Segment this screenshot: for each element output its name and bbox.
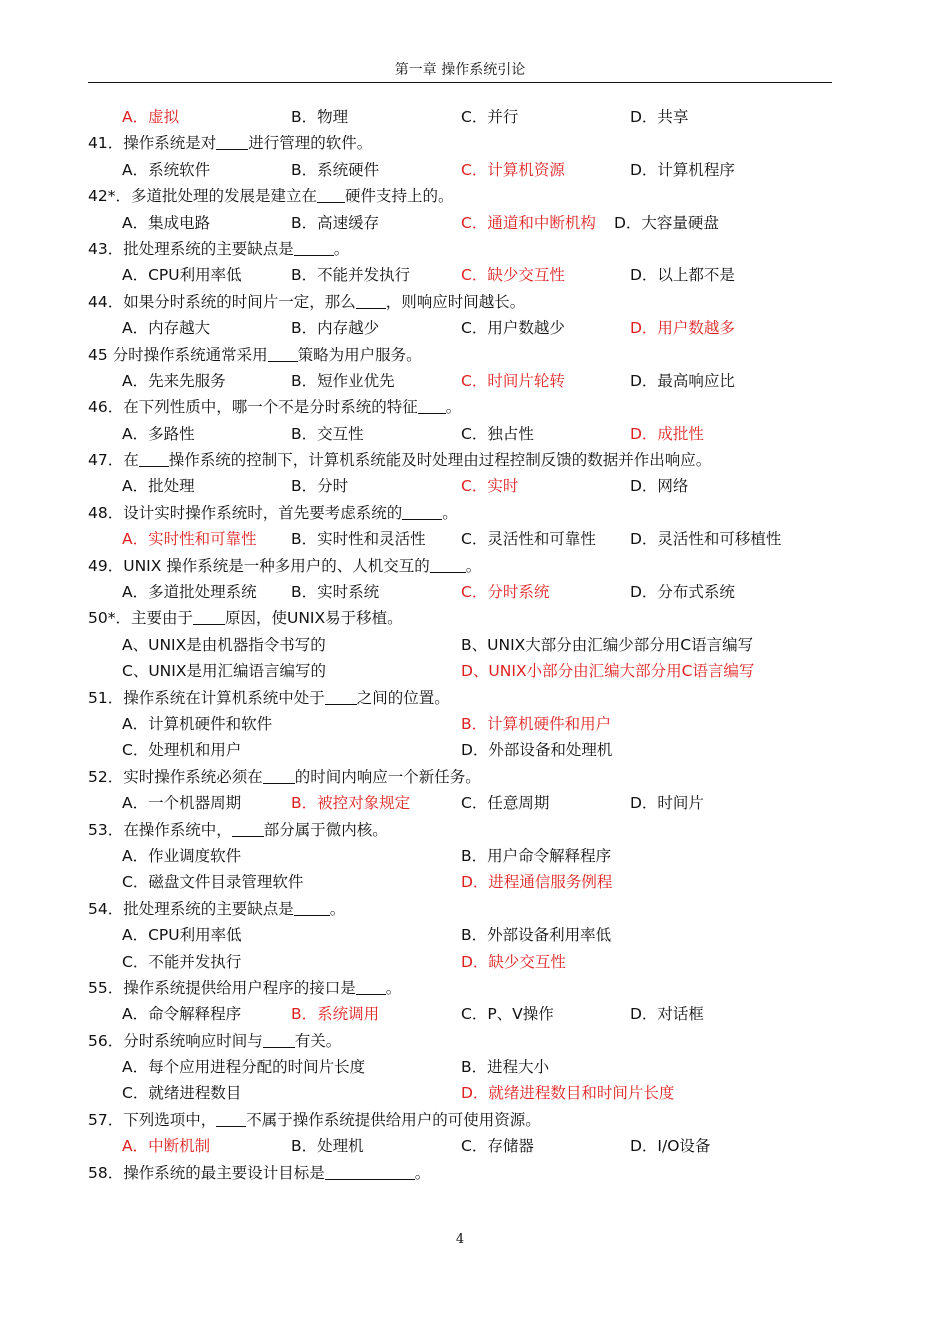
- page-header-title: 第一章 操作系统引论: [394, 62, 526, 78]
- question-text: [88, 130, 372, 156]
- option: B．分时: [291, 477, 349, 496]
- option: C．用户数越少: [461, 319, 565, 338]
- option: A．集成电路: [122, 213, 211, 232]
- question-text-segment: 45 分时操作系统通常采用: [88, 345, 268, 364]
- option: B．系统硬件: [291, 160, 380, 179]
- header-rule: [88, 82, 832, 83]
- option: B．进程大小: [461, 1058, 550, 1077]
- question-row: [88, 394, 832, 420]
- question-text-segment: 42*．多道批处理的发展是建立在: [88, 187, 317, 206]
- option: C．并行: [461, 108, 519, 126]
- option: B．实时系统: [291, 583, 380, 602]
- correct-option: D．缺少交互性: [461, 952, 566, 971]
- option: C．独占性: [461, 424, 534, 443]
- question-text-segment: 46．在下列性质中，哪一个不是分时系统的特征: [88, 398, 418, 417]
- question-text-segment: 。: [445, 398, 462, 417]
- question-text: [88, 289, 525, 315]
- correct-option: D．成批性: [630, 424, 704, 443]
- correct-option: A．虚拟: [122, 108, 180, 126]
- option: C．处理机和用户: [122, 741, 242, 760]
- answer-blank: [216, 1111, 246, 1127]
- question-row: [88, 236, 832, 262]
- question-text: [88, 605, 403, 631]
- question-text-segment: 进行管理的软件。: [248, 134, 373, 153]
- option: B．实时性和灵活性: [291, 530, 426, 549]
- question-text-segment: 48．设计实时操作系统时，首先要考虑系统的: [88, 503, 403, 522]
- options-row: [88, 632, 832, 658]
- option: D．大容量硬盘: [614, 213, 719, 232]
- question-row: [88, 553, 832, 579]
- question-text-segment: 51．操作系统在计算机系统中处于: [88, 688, 325, 707]
- options-row: [88, 1133, 832, 1159]
- answer-blank: [263, 1032, 295, 1048]
- answer-blank: [325, 689, 357, 705]
- question-row: [88, 975, 832, 1001]
- option: A．一个机器周期: [122, 794, 242, 813]
- question-text-segment: 54．批处理系统的主要缺点是: [88, 899, 294, 918]
- option: C．存储器: [461, 1137, 534, 1156]
- correct-option: C．时间片轮转: [461, 371, 565, 390]
- question-text: [88, 685, 450, 711]
- option: A．CPU利用率低: [122, 266, 242, 285]
- question-text-segment: 的时间内响应一个新任务。: [294, 767, 481, 786]
- option: D．灵活性和可移植性: [630, 530, 782, 549]
- question-text: [88, 1107, 541, 1133]
- option: D．外部设备和处理机: [461, 741, 613, 760]
- question-text-segment: 53．在操作系统中，: [88, 820, 232, 839]
- option: A．系统软件: [122, 160, 211, 179]
- options-row: [88, 157, 832, 183]
- question-text-segment: 之间的位置。: [356, 688, 450, 707]
- option: B．短作业优先: [291, 371, 395, 390]
- question-text: [88, 1160, 430, 1186]
- question-row: [88, 1107, 832, 1133]
- answer-blank: [317, 187, 345, 203]
- question-row: [88, 447, 832, 473]
- option: D．网络: [630, 477, 689, 496]
- option: D．最高响应比: [630, 371, 735, 390]
- options-row: [88, 658, 832, 684]
- option: B．交互性: [291, 424, 364, 443]
- option: A．先来先服务: [122, 371, 226, 390]
- correct-option: B．被控对象规定: [291, 794, 411, 813]
- option: D．共享: [630, 108, 689, 126]
- question-text-segment: 。: [414, 1163, 431, 1182]
- correct-option: C．分时系统: [461, 583, 550, 602]
- answer-blank: [216, 134, 248, 150]
- answer-blank: [139, 451, 169, 467]
- option: D．对话框: [630, 1005, 704, 1024]
- question-text: [88, 764, 481, 790]
- question-text: [88, 342, 422, 368]
- question-row: [88, 896, 832, 922]
- correct-option: A．中断机制: [122, 1137, 211, 1156]
- question-text: [88, 553, 481, 579]
- option: D．计算机程序: [630, 160, 735, 179]
- question-text-segment: 57．下列选项中，: [88, 1110, 217, 1129]
- option: C．就绪进程数目: [122, 1084, 242, 1103]
- options-row: [88, 315, 832, 341]
- option: A．内存越大: [122, 319, 211, 338]
- options-row: [88, 104, 832, 130]
- question-text-segment: 。: [333, 239, 350, 258]
- answer-blank: [294, 240, 334, 256]
- question-text-segment: 。: [465, 556, 482, 575]
- options-row: [88, 526, 832, 552]
- correct-option: D．就绪进程数目和时间片长度: [461, 1084, 675, 1103]
- answer-blank: [294, 900, 330, 916]
- question-row: [88, 183, 832, 209]
- options-row: [88, 473, 832, 499]
- option: B．内存越少: [291, 319, 380, 338]
- option: C．不能并发执行: [122, 952, 242, 971]
- option: D．分布式系统: [630, 583, 735, 602]
- correct-option: B．计算机硬件和用户: [461, 714, 612, 733]
- correct-option: A．实时性和可靠性: [122, 530, 257, 549]
- question-row: [88, 685, 832, 711]
- answer-blank: [430, 557, 466, 573]
- option: C．灵活性和可靠性: [461, 530, 596, 549]
- correct-option: D．用户数越多: [630, 319, 735, 338]
- question-text-segment: 。: [329, 899, 346, 918]
- question-text-segment: ，则响应时间越长。: [385, 292, 526, 311]
- options-row: [88, 421, 832, 447]
- answer-blank: [232, 821, 264, 837]
- options-row: [88, 869, 832, 895]
- option: A．每个应用进程分配的时间片长度: [122, 1058, 366, 1077]
- options-row: [88, 922, 832, 948]
- option: A．CPU利用率低: [122, 926, 242, 945]
- options-row: [88, 737, 832, 763]
- question-row: [88, 817, 832, 843]
- options-row: [88, 1001, 832, 1027]
- option: A．作业调度软件: [122, 846, 242, 865]
- option: C．P、V操作: [461, 1005, 554, 1024]
- question-text: [88, 447, 711, 473]
- correct-option: B．系统调用: [291, 1005, 380, 1024]
- question-list: [88, 104, 832, 1186]
- question-text: [88, 896, 345, 922]
- options-row: [88, 262, 832, 288]
- options-row: [88, 579, 832, 605]
- options-row: [88, 1054, 832, 1080]
- question-row: [88, 289, 832, 315]
- question-text: [88, 394, 461, 420]
- question-text-segment: 原因，使UNIX易于移植。: [224, 609, 403, 628]
- options-row: [88, 210, 832, 236]
- option: B、UNIX大部分由汇编少部分用C语言编写: [461, 635, 754, 654]
- option: A、UNIX是由机器指令书写的: [122, 635, 326, 654]
- answer-blank: [263, 768, 295, 784]
- answer-blank: [356, 979, 386, 995]
- answer-blank: [402, 504, 442, 520]
- correct-option: C．实时: [461, 477, 519, 496]
- question-text-segment: 58．操作系统的最主要设计目标是: [88, 1163, 325, 1182]
- question-text: [88, 500, 458, 526]
- question-text: [88, 183, 454, 209]
- option: B．高速缓存: [291, 213, 380, 232]
- option: A．多路性: [122, 424, 195, 443]
- question-text-segment: 有关。: [294, 1031, 342, 1050]
- question-row: [88, 1028, 832, 1054]
- option: B．处理机: [291, 1137, 364, 1156]
- question-row: [88, 500, 832, 526]
- option: C．磁盘文件目录管理软件: [122, 873, 304, 892]
- question-text-segment: 操作系统的控制下，计算机系统能及时处理由过程控制反馈的数据并作出响应。: [168, 451, 712, 470]
- question-text-segment: 。: [385, 978, 402, 997]
- question-text-segment: 50*．主要由于: [88, 609, 193, 628]
- question-text: [88, 236, 349, 262]
- option: A．多道批处理系统: [122, 583, 257, 602]
- options-row: [88, 843, 832, 869]
- options-row: [88, 368, 832, 394]
- question-text-segment: 策略为用户服务。: [297, 345, 422, 364]
- option: D．I/O设备: [630, 1137, 711, 1156]
- question-text: [88, 817, 388, 843]
- question-row: [88, 605, 832, 631]
- question-text-segment: 43．批处理系统的主要缺点是: [88, 239, 294, 258]
- question-text-segment: 。: [442, 503, 458, 522]
- answer-blank: [356, 293, 386, 309]
- question-text-segment: 56．分时系统响应时间与: [88, 1031, 263, 1050]
- question-text-segment: 44．如果分时系统的时间片一定，那么: [88, 292, 356, 311]
- option: B．物理: [291, 108, 349, 126]
- page-number: 4: [455, 1232, 465, 1247]
- options-row: [88, 790, 832, 816]
- option: C、UNIX是用汇编语言编写的: [122, 662, 326, 681]
- option: B．不能并发执行: [291, 266, 411, 285]
- options-row: [88, 949, 832, 975]
- answer-blank: [268, 346, 298, 362]
- question-text-segment: 硬件支持上的。: [344, 187, 454, 206]
- question-text-segment: 52．实时操作系统必须在: [88, 767, 263, 786]
- option: B．用户命令解释程序: [461, 846, 612, 865]
- question-text-segment: 41．操作系统是对: [88, 134, 217, 153]
- options-row: [88, 711, 832, 737]
- question-row: [88, 130, 832, 156]
- question-text-segment: 不属于操作系统提供给用户的可使用资源。: [246, 1110, 541, 1129]
- answer-blank: [325, 1164, 415, 1180]
- answer-blank: [193, 609, 225, 625]
- question-text-segment: 部分属于微内核。: [263, 820, 388, 839]
- question-row: [88, 1160, 832, 1186]
- question-text-segment: 55．操作系统提供给用户程序的接口是: [88, 978, 356, 997]
- answer-blank: [418, 398, 446, 414]
- correct-option: C．通道和中断机构: [461, 213, 596, 232]
- option: C．任意周期: [461, 794, 550, 813]
- option: A．批处理: [122, 477, 195, 496]
- question-row: [88, 764, 832, 790]
- correct-option: D．进程通信服务例程: [461, 873, 613, 892]
- question-text: [88, 975, 401, 1001]
- option: A．计算机硬件和软件: [122, 714, 273, 733]
- question-text-segment: 47．在: [88, 451, 139, 470]
- question-row: [88, 342, 832, 368]
- question-text-segment: 49．UNIX 操作系统是一种多用户的、人机交互的: [88, 556, 430, 575]
- option: D．时间片: [630, 794, 704, 813]
- correct-option: C．缺少交互性: [461, 266, 565, 285]
- options-row: [88, 1080, 832, 1106]
- option: B．外部设备利用率低: [461, 926, 612, 945]
- option: A．命令解释程序: [122, 1005, 242, 1024]
- question-text: [88, 1028, 341, 1054]
- correct-option: C．计算机资源: [461, 160, 565, 179]
- option: D．以上都不是: [630, 266, 735, 285]
- correct-option: D、UNIX小部分由汇编大部分用C语言编写: [461, 662, 755, 681]
